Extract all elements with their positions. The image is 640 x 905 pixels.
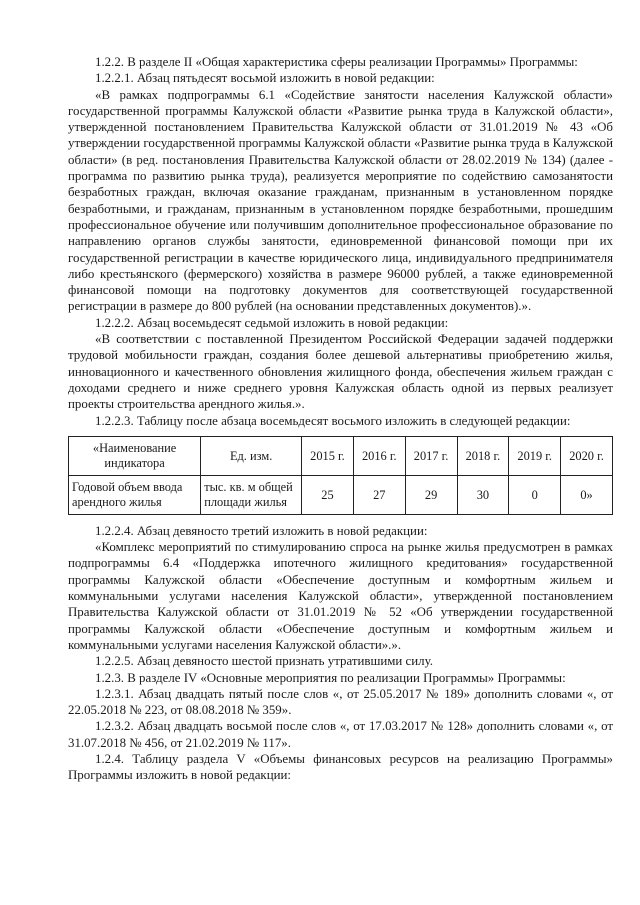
paragraph-1-2-3: 1.2.3. В разделе IV «Основные мероприятия по реализации Программы» Программы: — [95, 670, 566, 685]
paragraph-1-2-3-1: 1.2.3.1. Абзац двадцать пятый после слов «, от 25.05.2017 № 189» дополнить словами «, от 22.05.2018 № 223, от 08.08.2018 № 359». — [68, 686, 613, 718]
table-header-cell: Ед. изм. — [201, 436, 302, 475]
paragraph-1-2-2-2: 1.2.2.2. Абзац восемьдесят седьмой изложить в новой редакции: — [95, 315, 449, 330]
paragraph-1-2-2-3: 1.2.2.3. Таблицу после абзаца восемьдесят восьмого изложить в следующей редакции: — [95, 413, 571, 428]
paragraph-1-2-3-2: 1.2.3.2. Абзац двадцать восьмой после слов «, от 17.03.2017 № 128» дополнить словами «, от 31.07.2018 № 456, от 21.02.2019 № 117». — [68, 719, 613, 750]
paragraph-1-2-2-5: 1.2.2.5. Абзац девяносто шестой признать утратившими силу. — [95, 654, 433, 669]
table-header-row — [69, 436, 613, 475]
paragraph-1-2-2-4: 1.2.2.4. Абзац девяносто третий изложить в новой редакции: — [95, 523, 428, 538]
table-row — [69, 475, 613, 514]
table-header-cell: 2018 г. — [457, 436, 509, 475]
table-cell: 0 — [509, 475, 561, 514]
paragraph-quote-mortgage: «Комплекс мероприятий по стимулированию спроса на рынке жилья предусмотрен в рамках подпрограммы 6.4 «Поддержка ипотечного жилищного кредитования» государственной программы Калужской области «Обеспечение доступным и комфортным жильем и коммунальными услугами населения Калужской области», утвержденной постановлением Правительства Калужской области от 31.01.2019 № 52 «Об утверждении государственной программы Калужской области «Обеспечение доступным и комфортным жильем и коммунальными услугами населения Калужской области».». — [68, 540, 613, 652]
table-cell: 30 — [457, 475, 509, 514]
document-body — [68, 54, 613, 784]
table-cell: 27 — [353, 475, 405, 514]
paragraph-quote-housing: «В соответствии с поставленной Президентом Российской Федерации задачей поддержки трудовой мобильности граждан, создания более дешевой альтернативы приобретению жилья, инновационного и качественного обновления жилищного фонда, обеспечения жильем граждан с доходами среднего и ниже среднего уровня Калужская область одной из первых реализует проекты строительства арендного жилья.». — [68, 332, 613, 412]
paragraph-quote-employment: «В рамках подпрограммы 6.1 «Содействие занятости населения Калужской области» государственной программы Калужской области «Развитие рынка труда в Калужской области», утвержденной постановлением Правительства Калужской области от 31.01.2019 № 43 «Об утверждении государственной программы Калужской области «Развитие рынка труда в Калужской области» (в ред. постановления Правительства Калужской области от 28.02.2019 № 134) (далее - программа по развитию рынка труда), реализуется мероприятие по содействию самозанятости безработных граждан, включая оказание гражданам, признанным в установленном порядке безработными, и гражданам, признанным в установленном порядке безработными, прошедшим профессиональное обучение или получившим дополнительное профессиональное образование по направлению органов службы занятости, единовременной финансовой помощи при их государственной регистрации в качестве юридического лица, индивидуального предпринимателя либо крестьянского (фермерского) хозяйства в размере 96000 рублей, а также единовременной финансовой помощи на подготовку документов для соответствующей государственной регистрации в размере до 800 рублей (на основании представленных документов).». — [68, 87, 613, 314]
table-cell: 29 — [405, 475, 457, 514]
indicator-table — [68, 436, 613, 515]
paragraph-1-2-2: 1.2.2. В разделе II «Общая характеристика сферы реализации Программы» Программы: — [95, 55, 578, 69]
table-cell: тыс. кв. м общей площади жилья — [201, 475, 302, 514]
table-header-cell: 2020 г. — [561, 436, 613, 475]
table-header-cell: 2019 г. — [509, 436, 561, 475]
paragraph-1-2-2-1: 1.2.2.1. Абзац пятьдесят восьмой изложить в новой редакции: — [95, 71, 435, 86]
table-header-cell: 2015 г. — [302, 436, 354, 475]
table-cell: 0» — [561, 475, 613, 514]
table-header-cell: «Наименование индикатора — [69, 436, 201, 475]
paragraph-1-2-4: 1.2.4. Таблицу раздела V «Объемы финансовых ресурсов на реализацию Программы» Программы изложить в новой редакции: — [68, 751, 613, 783]
table-cell: Годовой объем ввода арендного жилья — [69, 475, 201, 514]
table-header-cell: 2017 г. — [405, 436, 457, 475]
table-cell: 25 — [302, 475, 354, 514]
table-header-cell: 2016 г. — [353, 436, 405, 475]
